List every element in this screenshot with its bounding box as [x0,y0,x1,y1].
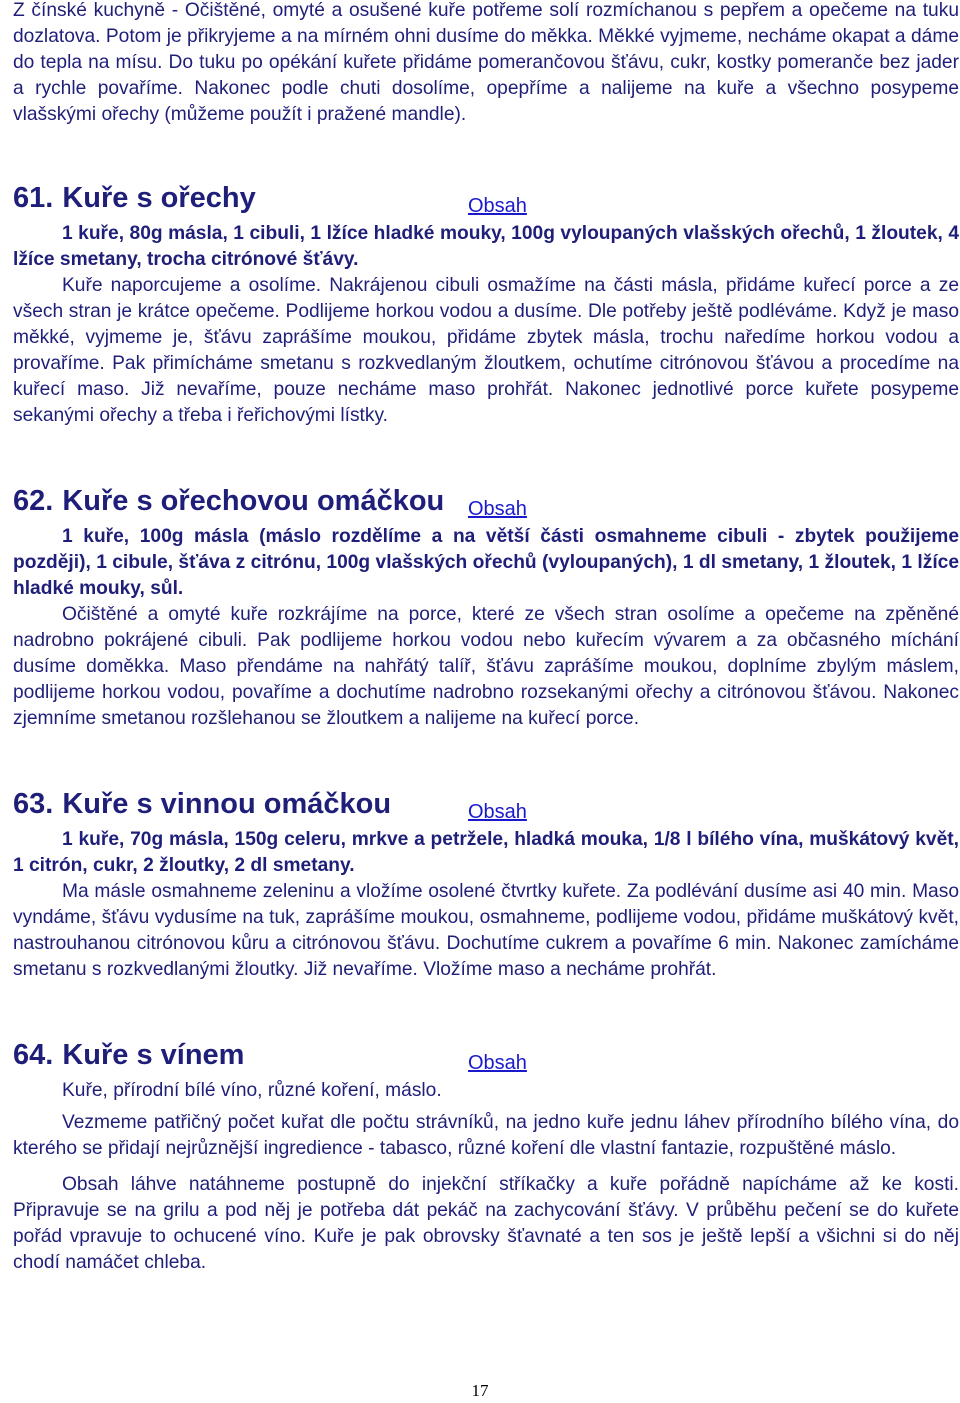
recipe-heading [13,787,959,821]
recipe-title: Kuře s vínem [62,1039,245,1071]
recipe-ingredients: 1 kuře, 80g másla, 1 cibuli, 1 lžíce hladké mouky, 100g vyloupaných vlašských ořechů, 1 žloutek, 4 lžíce smetany, trocha citrónové šťávy. [13,223,959,270]
recipe-number: 61. [13,182,54,214]
recipe-number: 63. [13,788,54,820]
recipe-ingredients: Kuře, přírodní bílé víno, různé koření, máslo. [62,1080,442,1101]
recipe-title: Kuře s ořechovou omáčkou [62,485,445,517]
recipe-method: Vezmeme patřičný počet kuřat dle počtu strávníků, na jedno kuře jednu láhev přírodního bílého vína, do kterého se přidají nejrůznější ingredience - tabasco, různé koření dle vlastní fantazie, rozpuštěné máslo. [13,1112,959,1159]
recipe-64 [13,1038,959,1276]
recipe-heading [13,484,959,518]
recipe-method-continued: Obsah láhve natáhneme postupně do injekční stříkačky a kuře pořádně napícháme až ke kosti. Připravuje se na grilu a pod něj je potřeba dát pekáč na zachycování šťávy. V průběhu pečení se do kuřete pořád vpravuje to ochucené víno. Kuře je pak obrovsky šťavnaté a ten sos je ještě lepší a všichni si do něj chodí namáčet chleba. [13,1174,959,1273]
recipe-number: 62. [13,485,54,517]
obsah-link[interactable]: Obsah [468,498,527,520]
page-number: 17 [471,1381,489,1400]
recipe-heading [13,181,959,215]
recipe-63 [13,787,959,983]
recipe-61 [13,181,959,429]
recipe-method: Očištěné a omyté kuře rozkrájíme na porce, které ze všech stran osolíme a opečeme na zpěněné nadrobno pokrájené cibuli. Pak podlijeme horkou vodou nebo kuřecím vývarem a za občasného míchání dusíme doměkka. Maso přendáme na nahřátý talíř, šťávu zaprášíme moukou, doplníme zbylým máslem, podlijeme horkou vodou, povaříme a dochutíme nadrobno rozsekanými ořechy a citrónovou šťávou. Nakonec zjemníme smetanou rozšlehanou se žloutkem a nalijeme na kuřecí porce. [13,604,959,729]
recipe-title: Kuře s vinnou omáčkou [62,788,392,820]
recipe-method: Ma másle osmahneme zeleninu a vložíme osolené čtvrtky kuřete. Za podlévání dusíme asi 40 min. Maso vyndáme, šťávu vydusíme na tuk, zaprášíme moukou, osmahneme, podlijeme vodou, přidáme muškátový květ, nastrouhanou citrónovou kůru a citrónovou šťávu. Dochutíme cukrem a povaříme 6 min. Nakonec zamícháme smetanu s rozkvedlanými žloutky. Již nevaříme. Vložíme maso a necháme prohřát. [13,881,959,980]
recipe-ingredients: 1 kuře, 100g másla (máslo rozdělíme a na větší části osmahneme cibuli - zbytek použijeme později), 1 cibule, šťáva z citrónu, 100g vlašských ořechů (vyloupaných), 1 dl smetany, 1 žloutek, 1 lžíce hladké mouky, sůl. [13,526,959,599]
intro-paragraph: Z čínské kuchyně - Očištěné, omyté a osušené kuře potřeme solí rozmíchanou s pepřem a opečeme na tuku dozlatova. Potom je přikryjeme a na mírném ohni dusíme do měkka. Měkké vyjmeme, necháme okapat a dáme do tepla na mísu. Do tuku po opékání kuřete přidáme pomerančovou šťávu, cukr, kostky pomeranče bez jader a rychle povaříme. Nakonec podle chuti dosolíme, opepříme a nalijeme na kuře a všechno posypeme vlašskými ořechy (můžeme použít i pražené mandle). [13,0,959,125]
recipe-ingredients: 1 kuře, 70g másla, 150g celeru, mrkve a petržele, hladká mouka, 1/8 l bílého vína, muškátový květ, 1 citrón, cukr, 2 žloutky, 2 dl smetany. [13,829,959,876]
recipe-title: Kuře s ořechy [62,182,256,214]
recipe-method: Kuře naporcujeme a osolíme. Nakrájenou cibuli osmažíme na části másla, přidáme kuřecí porce a ze všech stran je krátce opečeme. Podlijeme horkou vodou a dusíme. Dle potřeby ještě podléváme. Když je maso měkké, vyjmeme je, šťávu zaprášíme moukou, přidáme zbytek másla, trochu naředíme horkou vodou a provaříme. Pak přimícháme smetanu s rozkvedlaným žloutkem, ochutíme citrónovou šťávou a procedíme na kuřecí maso. Již nevaříme, pouze necháme maso prohřát. Nakonec jednotlivé porce kuřete posypeme sekanými ořechy a třeba i řeřichovými lístky. [13,275,959,426]
obsah-link[interactable]: Obsah [468,1052,527,1074]
obsah-link[interactable]: Obsah [468,801,527,823]
obsah-link[interactable]: Obsah [468,195,527,217]
recipe-62 [13,484,959,732]
recipe-number: 64. [13,1039,54,1071]
recipe-heading [13,1038,959,1072]
